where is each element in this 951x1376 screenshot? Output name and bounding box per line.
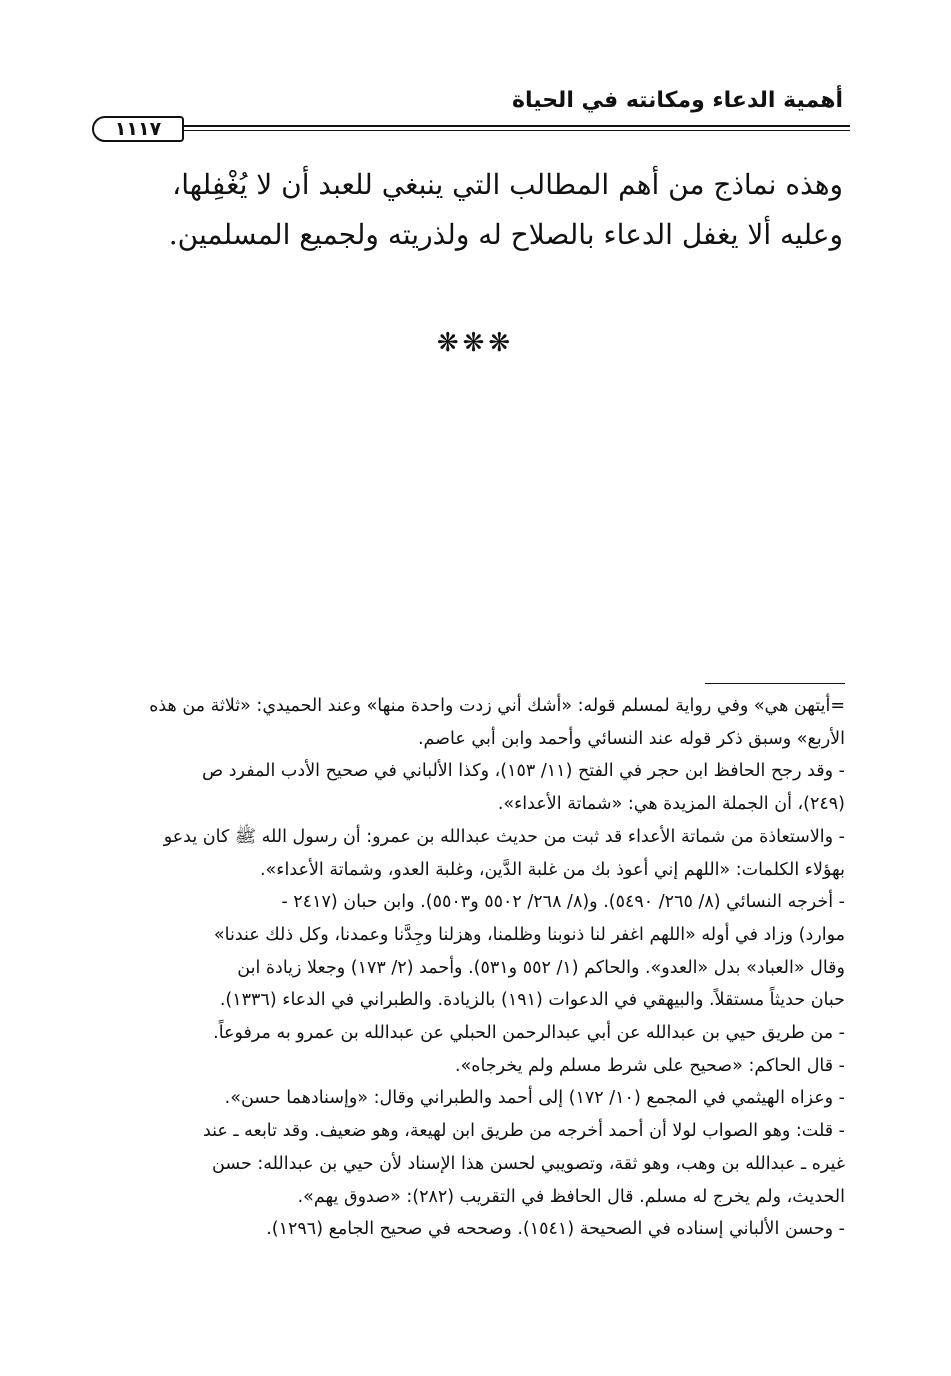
- footnotes: [103, 690, 845, 1246]
- footnote-line: =أيتهن هي» وفي رواية لمسلم قوله: «أشك أني زدت واحدة منها» وعند الحميدي: «ثلاثة من هذه: [149, 696, 845, 716]
- main-paragraph: [95, 160, 843, 260]
- main-line-1: وهذه نماذج من أهم المطالب التي ينبغي للعبد أن لا يُغْفِلها،: [172, 168, 843, 201]
- page-number: ١١١٧: [92, 116, 184, 142]
- footnote-line: - والاستعاذة من شماتة الأعداء قد ثبت من حديث عبدالله بن عمرو: أن رسول الله ﷺ كان يدعو: [163, 826, 845, 847]
- footnote-rule: [705, 683, 845, 684]
- footnote-line: - من طريق حيي بن عبدالله عن أبي عبدالرحمن الحبلي عن عبدالله بن عمرو به مرفوعاً.: [213, 1023, 845, 1044]
- main-line-2: وعليه ألا يغفل الدعاء بالصلاح له ولذريته ولجميع المسلمين.: [168, 218, 843, 251]
- footnote-line: وقال «العباد» بدل «العدو». والحاكم (١/ ٥٥٢ و٥٣١). وأحمد (٢/ ١٧٣) وجعلا زيادة ابن: [237, 957, 845, 978]
- footnote-line: (٢٤٩)، أن الجملة المزيدة هي: «شماتة الأعداء».: [497, 794, 845, 815]
- footnote-line: حبان حديثاً مستقلاً. والبيهقي في الدعوات (١٩١) بالزيادة. والطبراني في الدعاء (١٣٣٦).: [219, 990, 845, 1011]
- footnote-line: بهؤلاء الكلمات: «اللهم إني أعوذ بك من غلبة الدَّين، وغلبة العدو، وشماتة الأعداء».: [259, 859, 845, 880]
- footnote-line: - قال الحاكم: «صحيح على شرط مسلم ولم يخرجاه».: [455, 1055, 845, 1076]
- header-rule-thick: [184, 125, 850, 127]
- header-rule: [184, 122, 850, 136]
- footnote-line: - وقد رجح الحافظ ابن حجر في الفتح (١١/ ١٥٣)، وكذا الألباني في صحيح الأدب المفرد ص: [202, 761, 845, 782]
- footnote-line: موارد) وزاد في أوله «اللهم اغفر لنا ذنوبنا وظلمنا، وهزلنا وجِدَّنا وعمدنا، وكل ذلك عندنا»: [213, 924, 845, 945]
- section-separator: ❋❋❋: [436, 328, 515, 358]
- footnote-line: - وعزاه الهيثمي في المجمع (١٠/ ١٧٢) إلى أحمد والطبراني وقال: «وإسنادهما حسن».: [224, 1088, 845, 1109]
- footnote-line: غيره ـ عبدالله بن وهب، وهو ثقة، وتصويبي لحسن هذا الإسناد لأن حيي بن عبدالله: حسن: [212, 1153, 845, 1174]
- footnote-line: - أخرجه النسائي (٨/ ٢٦٥/ ٥٤٩٠). و(٨/ ٢٦٨/ ٥٥٠٢ و٥٥٠٣). وابن حبان (٢٤١٧ -: [281, 892, 845, 913]
- footnote-line: - قلت: وهو الصواب لولا أن أحمد أخرجه من طريق ابن لهيعة، وهو ضعيف. وقد تابعه ـ عند: [202, 1121, 845, 1142]
- running-title: أهمية الدعاء ومكانته في الحياة: [511, 88, 843, 113]
- footnote-line: الحديث، ولم يخرج له مسلم. قال الحافظ في التقريب (٢٨٢): «صدوق يهم».: [297, 1186, 845, 1207]
- footnote-line: الأربع» وسبق ذكر قوله عند النسائي وأحمد وابن أبي عاصم.: [417, 728, 845, 749]
- header-rule-thin: [184, 130, 850, 131]
- footnote-line: - وحسن الألباني إسناده في الصحيحة (١٥٤١). وصححه في صحيح الجامع (١٢٩٦).: [266, 1219, 845, 1240]
